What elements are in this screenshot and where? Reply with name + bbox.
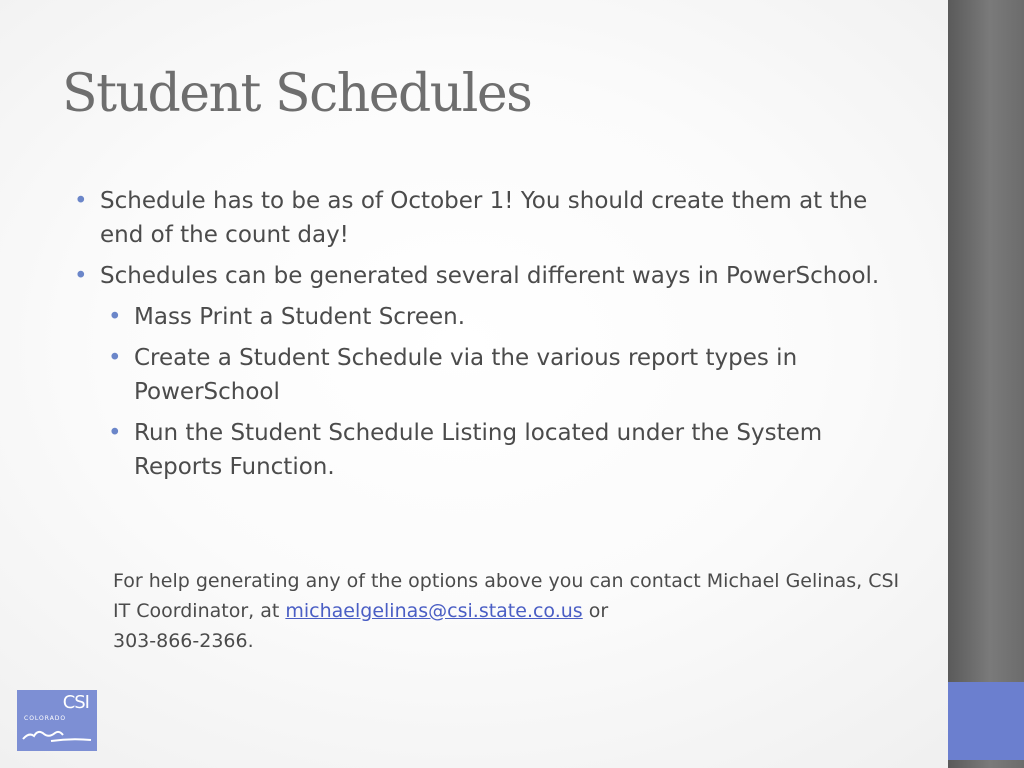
- sub-bullet-text: Mass Print a Student Screen.: [134, 304, 466, 330]
- phone-number: 303-866-2366.: [113, 630, 254, 652]
- mountain-icon: [21, 726, 93, 746]
- bullet-list: [74, 184, 904, 491]
- bullet-text: Schedules can be generated several different ways in PowerSchool.: [100, 263, 880, 289]
- email-link[interactable]: michaelgelinas@csi.state.co.us: [285, 600, 583, 622]
- sub-bullet-list: [74, 300, 904, 484]
- help-paragraph: [113, 566, 913, 656]
- sub-bullet-text: Create a Student Schedule via the various report types in PowerSchool: [134, 345, 798, 405]
- csi-colorado-logo: [17, 690, 97, 751]
- logo-text: CSI: [62, 692, 89, 713]
- slide-title: Student Schedules: [62, 64, 532, 124]
- logo-subtext: COLORADO: [24, 715, 67, 722]
- sub-bullet-item: [74, 416, 904, 484]
- decorative-accent-block: [948, 682, 1024, 760]
- help-text-or: or: [582, 600, 609, 622]
- bullet-text: Schedule has to be as of October 1! You should create them at the end of the count day!: [100, 188, 868, 248]
- sub-bullet-item: [74, 341, 904, 409]
- decorative-side-bar: [948, 0, 1024, 768]
- bullet-item: [74, 184, 904, 252]
- bullet-item: [74, 259, 904, 484]
- help-text: For help generating any of the options above you can contact Michael Gelinas, CSI IT Coordinator, at: [113, 570, 900, 622]
- sub-bullet-text: Run the Student Schedule Listing located under the System Reports Function.: [134, 420, 823, 480]
- sub-bullet-item: [74, 300, 904, 334]
